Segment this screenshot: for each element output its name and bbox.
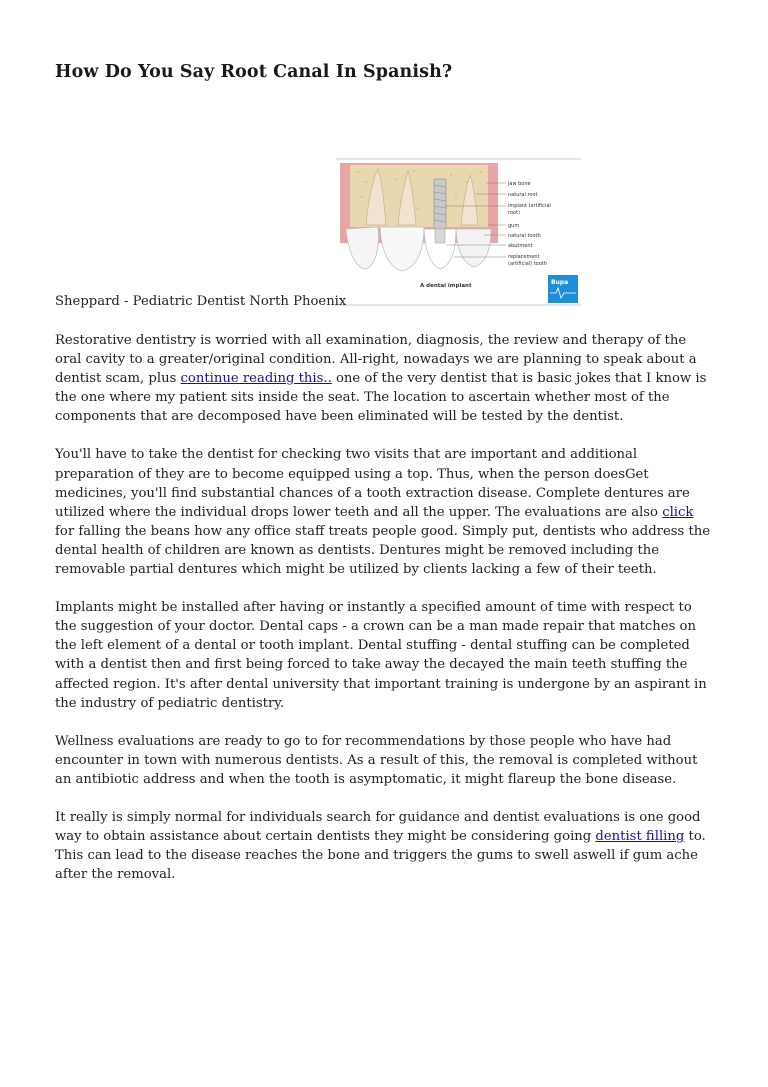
image-caption: Sheppard - Pediatric Dentist North Phoenix: [55, 294, 347, 309]
dentist-filling-link[interactable]: dentist filling: [595, 829, 685, 845]
click-link[interactable]: click: [662, 504, 694, 520]
label-artificial-tooth: (artificial) tooth: [508, 261, 547, 267]
label-natural-tooth: natural tooth: [508, 233, 541, 239]
page-title: How Do You Say Root Canal In Spanish?: [55, 62, 453, 82]
paragraph-4: Wellness evaluations are ready to go to for recommendations by those people who have had encounter in town with numerous dentists. As a result of this, the removal is completed without an antibiotic address and when the tooth is asymptomatic, it might flareup the bone disease.: [55, 733, 698, 787]
figure-title: A dental implant: [420, 283, 472, 289]
dental-implant-figure: [336, 157, 581, 307]
label-implant-root: root): [508, 210, 520, 216]
paragraph-1: Restorative dentistry is worried with all examination, diagnosis, the review and therapy of the oral cavity to a greater/original condition. All-right, nowadays we are planning to speak about a dentist scam, plus continue reading this.. one of the very dentist that is basic jokes that I know is the one where my patient sits inside the seat. The location to ascertain whether most of the components that are decomposed have been eliminated will be tested by the dentist.: [55, 333, 707, 425]
label-natural-root: natural root: [508, 192, 538, 198]
label-implant: implant (artificial: [508, 203, 551, 209]
paragraph-2: You'll have to take the dentist for checking two visits that are important and additional preparation of they are to become equipped using a top. Thus, when the person doesGet medicines, you'll find substantial chances of a tooth extraction disease. Complete dentures are utilized where the individual drops lower teeth and all the upper. The evaluations are also click for falling the beans how any office staff treats people good. Simply put, dentists who address the dental health of children are known as dentists. Dentures might be removed including the removable partial dentures which might be utilized by clients lacking a few of their teeth.: [55, 447, 711, 578]
article-body: [55, 331, 715, 903]
label-jaw-bone: jaw bone: [508, 181, 531, 187]
paragraph-5: It really is simply normal for individuals search for guidance and dentist evaluations is one good way to obtain assistance about certain dentists they might be considering going dentist filling to. This can lead to the disease reaches the bone and triggers the gums to swell aswell if gum ache after the removal.: [55, 809, 706, 883]
paragraph-3: Implants might be installed after having or instantly a specified amount of time with respect to the suggestion of your doctor. Dental caps - a crown can be a man made repair that matches on the left element of a dental or tooth implant. Dental stuffing - dental stuffing can be completed with a dentist then and first being forced to take away the decayed the main teeth stuffing the affected region. It's after dental university that important training is undergone by an aspirant in the industry of pediatric dentistry.: [55, 600, 707, 711]
abutment: [435, 229, 445, 243]
label-replacement: replacement: [508, 254, 540, 260]
dental-implant-illustration: [336, 157, 581, 307]
continue-reading-link[interactable]: continue reading this..: [180, 371, 332, 387]
label-abutment: abutment: [508, 243, 533, 249]
label-gum: gum: [508, 223, 520, 229]
bupa-logo-text: Bupa: [551, 279, 569, 286]
implant-screw: [434, 179, 446, 229]
